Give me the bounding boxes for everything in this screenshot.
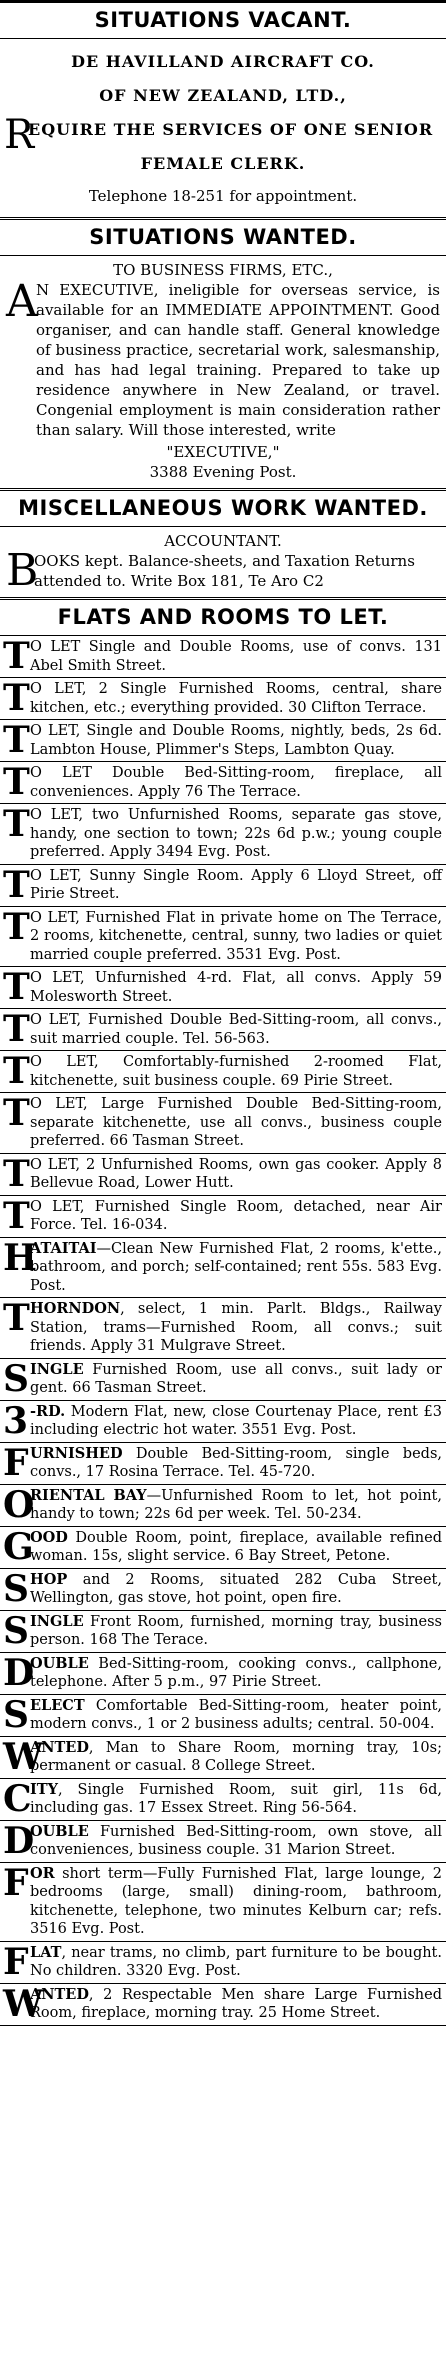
drop-cap: O: [3, 1483, 35, 1526]
drop-cap: S: [3, 1693, 29, 1736]
drop-cap: T: [3, 677, 30, 719]
ad-title: TO BUSINESS FIRMS, ETC.,: [113, 261, 333, 279]
ad-text: , select, 1 min. Parlt. Bldgs., Railway Station, trams—Furnished Room, all convs.; suit friends. Apply 31 Mulgrave Street.: [30, 1301, 442, 1354]
ad-text: OOKS kept. Balance-sheets, and Taxation Returns attended to. Write Box 181, Te Aro C2: [34, 552, 415, 590]
ad-lead-word: OUBLE: [30, 1654, 89, 1672]
drop-cap: S: [3, 1567, 29, 1610]
flats-header: FLATS AND ROOMS TO LET.: [57, 605, 389, 629]
list-item: [0, 1485, 446, 1527]
ad-text: Bed-Sitting-room, cooking convs., callphone, telephone. After 5 p.m., 97 Pirie Street.: [30, 1655, 442, 1690]
ad-lead-word: OOD: [30, 1528, 68, 1546]
ad-text: and 2 Rooms, situated 282 Cuba Street, Wellington, gas stove, hot point, open fire.: [30, 1571, 442, 1606]
ad-body: [6, 276, 440, 440]
drop-cap: T: [3, 863, 30, 906]
ad-text: —Unfurnished Room to let, hot point, handy to town; 22s 6d per week. Tel. 50-234.: [30, 1487, 442, 1522]
drop-cap: T: [3, 1092, 30, 1134]
ad-text: O LET, Unfurnished 4-rd. Flat, all convs. Apply 59 Molesworth Street.: [30, 970, 442, 1005]
ad-lead-word: ANTED: [30, 1738, 89, 1756]
drop-cap: D: [3, 1651, 35, 1694]
drop-cap: H: [3, 1236, 38, 1279]
list-item: [0, 804, 446, 865]
ad-text: O LET, Sunny Single Room. Apply 6 Lloyd Street, off Pirie Street.: [30, 867, 442, 902]
employer-name: DE HAVILLAND AIRCRAFT CO.: [71, 52, 375, 71]
drop-cap: G: [3, 1525, 34, 1568]
list-item: [0, 1196, 446, 1238]
drop-cap: T: [3, 966, 30, 1008]
list-item: [0, 1863, 446, 1942]
drop-cap: T: [3, 761, 30, 803]
miscellaneous-header: MISCELLANEOUS WORK WANTED.: [18, 496, 428, 520]
ad-lead-word: ELECT: [30, 1696, 85, 1714]
ad-text: , Man to Share Room, morning tray, 10s; permanent or casual. 8 College Street.: [30, 1739, 442, 1774]
flats-section: [0, 597, 446, 2026]
ad-lead-word: LAT: [30, 1943, 62, 1961]
situations-wanted-header: SITUATIONS WANTED.: [89, 225, 357, 249]
drop-cap: T: [3, 1152, 30, 1195]
ad-text: O LET, Large Furnished Double Bed-Sitting-room, separate kitchenette, use all convs., business couple preferred. 66 Tasman Street.: [30, 1096, 442, 1149]
ad-text: O LET, 2 Single Furnished Rooms, central, share kitchen, etc.; everything provided. 30 Clifton Terrace.: [30, 681, 442, 716]
list-item: [0, 1984, 446, 2026]
drop-cap: 3: [3, 1399, 29, 1442]
ad-text: O LET Single and Double Rooms, use of convs. 131 Abel Smith Street.: [30, 639, 442, 674]
list-item: [0, 1051, 446, 1093]
ad-lead-word: OUBLE: [30, 1822, 89, 1840]
list-item: [0, 1779, 446, 1821]
drop-cap: T: [3, 905, 30, 948]
drop-cap: T: [3, 1008, 30, 1050]
list-item: [0, 1298, 446, 1359]
list-item: [0, 1401, 446, 1443]
ad-text: , 2 Respectable Men share Large Furnished Room, fireplace, morning tray. 25 Home Street.: [30, 1986, 442, 2021]
drop-cap: R: [4, 112, 36, 158]
ad-lead-word: INGLE: [30, 1360, 84, 1378]
ad-box-number: 3388 Evening Post.: [149, 463, 297, 481]
drop-cap: A: [6, 276, 38, 327]
list-item: [0, 907, 446, 968]
list-item: [0, 678, 446, 720]
ad-title: ACCOUNTANT.: [164, 532, 282, 550]
drop-cap: F: [3, 1940, 29, 1983]
executive-ad: [0, 256, 446, 488]
requirement-text: EQUIRE THE SERVICES OF ONE SENIOR: [28, 120, 434, 139]
rule: [0, 38, 446, 39]
telephone-line: Telephone 18-251 for appointment.: [88, 187, 358, 205]
drop-cap: S: [3, 1357, 29, 1400]
ad-text: O LET, Furnished Single Room, detached, near Air Force. Tel. 16-034.: [30, 1198, 442, 1233]
ad-text: Comfortable Bed-Sitting-room, heater point, modern convs., 1 or 2 business adults; central. 50-004.: [30, 1697, 442, 1732]
list-item: [0, 1443, 446, 1485]
accountant-ad: [0, 545, 446, 597]
list-item: [0, 1527, 446, 1569]
drop-cap: W: [3, 1982, 44, 2025]
drop-cap: T: [3, 719, 30, 761]
ad-text: Front Room, furnished, morning tray, business person. 168 The Terace.: [30, 1613, 442, 1648]
list-item: [0, 636, 446, 678]
ad-text: —Clean New Furnished Flat, 2 rooms, k'ette., bathroom, and porch; self-contained; rent 55s. 583 Evg. Post.: [30, 1240, 442, 1294]
ad-text: O LET, two Unfurnished Rooms, separate gas stove, handy, one section to town; 22s 6d p.w.; young couple preferred. Apply 3494 Evg. Post.: [30, 807, 442, 860]
ad-lead-word: -RD.: [30, 1402, 66, 1420]
ad-text: O LET, 2 Unfurnished Rooms, own gas cooker. Apply 8 Bellevue Road, Lower Hutt.: [30, 1156, 442, 1191]
list-item: [0, 1009, 446, 1051]
drop-cap: S: [3, 1609, 29, 1652]
list-item: [0, 1093, 446, 1154]
list-item: [0, 762, 446, 804]
drop-cap: D: [3, 1819, 35, 1862]
ad-text: short term—Fully Furnished Flat, large lounge, 2 bedrooms (large, small) dining-room, bathroom, kitchenette, telephone, two minutes Kelburn car; refs. 3516 Evg. Post.: [30, 1865, 442, 1937]
ad-lead-word: HOP: [30, 1570, 68, 1588]
drop-cap: T: [3, 1297, 30, 1339]
position-title: FEMALE CLERK.: [140, 154, 306, 173]
ad-text: , Single Furnished Room, suit girl, 11s 6d, including gas. 17 Essex Street. Ring 56-564.: [30, 1781, 442, 1816]
list-item: [0, 1569, 446, 1611]
situations-vacant-section: [0, 0, 446, 217]
drop-cap: W: [3, 1735, 44, 1778]
ad-text: O LET, Comfortably-furnished 2-roomed Flat, kitchenette, suit business couple. 69 Pirie Street.: [30, 1054, 442, 1089]
ad-text: Double Room, point, fireplace, available refined woman. 15s, slight service. 6 Bay Street, Petone.: [30, 1529, 442, 1564]
ad-text: Furnished Bed-Sitting-room, own stove, all conveniences, business couple. 31 Marion Street.: [30, 1823, 442, 1858]
list-item: [0, 1653, 446, 1695]
list-item: [0, 1154, 446, 1196]
drop-cap: F: [3, 1861, 29, 1904]
flat-ad-list: [0, 636, 446, 2026]
list-item: [0, 720, 446, 762]
ad-lead-word: OR: [30, 1864, 55, 1882]
drop-cap: T: [3, 803, 30, 845]
list-item: [0, 1238, 446, 1299]
list-item: [0, 1611, 446, 1653]
list-item: [0, 1359, 446, 1401]
ad-signature: "EXECUTIVE,": [166, 443, 280, 461]
miscellaneous-section: [0, 488, 446, 597]
ad-text: Furnished Room, use all convs., suit lady or gent. 66 Tasman Street.: [30, 1361, 442, 1396]
drop-cap: T: [3, 635, 30, 677]
list-item: [0, 1942, 446, 1984]
ad-lead-word: URNISHED: [30, 1444, 123, 1462]
list-item: [0, 967, 446, 1009]
ad-lead-word: HORNDON: [30, 1300, 121, 1317]
ad-text: Double Bed-Sitting-room, single beds, convs., 17 Rosina Terrace. Tel. 45-720.: [30, 1445, 442, 1480]
ad-lead-word: ITY: [30, 1780, 58, 1798]
ad-text: O LET, Furnished Flat in private home on The Terrace, 2 rooms, kitchenette, central, sunny, two ladies or quiet married couple preferred. 3531 Evg. Post.: [30, 909, 442, 963]
ad-lead-word: ANTED: [30, 1985, 89, 2003]
situations-vacant-header: SITUATIONS VACANT.: [94, 8, 352, 32]
list-item: [0, 1737, 446, 1779]
list-item: [0, 1695, 446, 1737]
ad-text: N EXECUTIVE, ineligible for overseas service, is available for an IMMEDIATE APPOINTMENT. Good organiser, and can handle staff. General knowledge of business practice, secretarial work, salesmanship, and has had legal training. Prepared to take up residence anywhere in New Zealand, or travel. Congenial employment is main consideration rather than salary. Will those interested, write: [36, 281, 440, 439]
list-item: [0, 1821, 446, 1863]
ad-text: O LET Double Bed-Sitting-room, fireplace, all conveniences. Apply 76 The Terrace.: [30, 765, 442, 800]
drop-cap: T: [3, 1050, 30, 1092]
ad-text: Modern Flat, new, close Courtenay Place, rent £3 including electric hot water. 3551 Evg. Post.: [30, 1403, 442, 1438]
situations-wanted-section: [0, 217, 446, 488]
ad-lead-word: RIENTAL BAY: [30, 1486, 147, 1504]
drop-cap: C: [3, 1777, 32, 1820]
ad-lead-word: INGLE: [30, 1612, 84, 1630]
drop-cap: F: [3, 1441, 29, 1484]
list-item: [0, 865, 446, 907]
ad-lead-word: ATAITAI: [30, 1239, 97, 1257]
ad-text: O LET, Furnished Double Bed-Sitting-room, all convs., suit married couple. Tel. 56-563.: [30, 1012, 442, 1047]
ad-text: O LET, Single and Double Rooms, nightly, beds, 2s 6d. Lambton House, Plimmer's Steps, Lambton Quay.: [30, 723, 442, 758]
ad-text: , near trams, no climb, part furniture to be bought. No children. 3320 Evg. Post.: [30, 1944, 442, 1979]
drop-cap: T: [3, 1194, 30, 1237]
drop-cap: B: [6, 545, 39, 596]
requirement-line: [0, 112, 446, 158]
employer-country: OF NEW ZEALAND, LTD.,: [99, 86, 347, 105]
